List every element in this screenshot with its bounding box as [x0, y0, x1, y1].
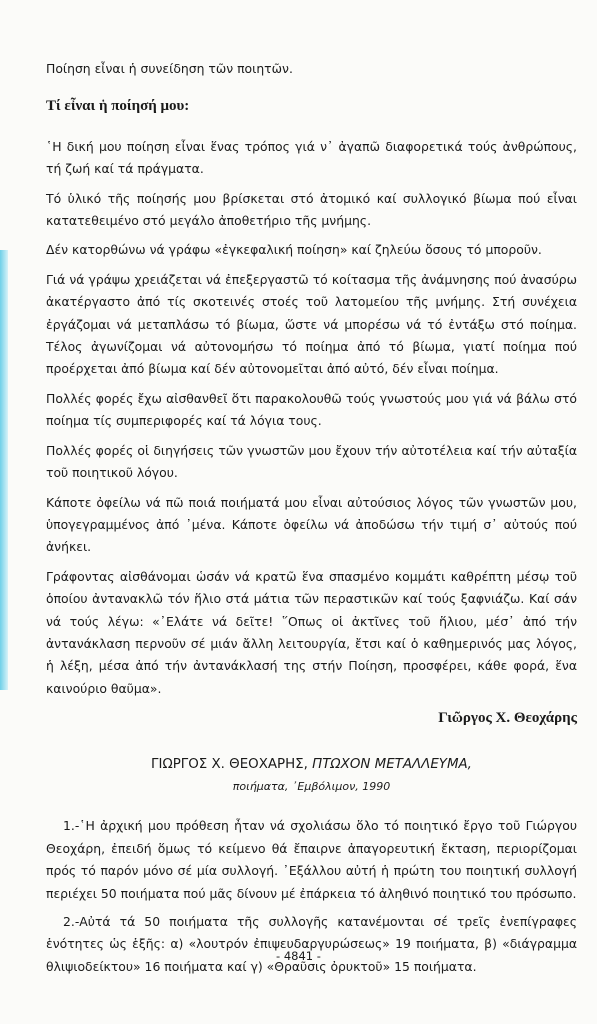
- book-subtitle: ποιήματα, ᾽Εμβόλιμον, 1990: [232, 779, 391, 793]
- paragraph: Τό ὑλικό τῆς ποίησής μου βρίσκεται στό ἀτομικό καί συλλογικό βίωμα πού εἶναι κατατεθειμένο στό μεγάλο ἀποθετήριο τῆς μνήμης.: [46, 190, 577, 229]
- paragraph: Κάποτε ὀφείλω νά πῶ ποιά ποιήματά μου εἶναι αὐτούσιος λόγος τῶν γνωστῶν μου, ὑπογεγραμμένος ἀπό ᾽μένα. Κάποτε ὀφείλω νά ἀποδώσω τήν τιμή σ᾽ αὐτούς πού ἀνήκει.: [46, 494, 577, 555]
- book-title-line: [46, 754, 577, 776]
- page-edge-tint: [0, 250, 8, 690]
- book-title: ΠΤΩΧΟΝ ΜΕΤΑΛΛΕΥΜΑ,: [312, 756, 472, 772]
- page-number: - 4841 -: [276, 949, 321, 963]
- paragraph: Γράφοντας αἰσθάνομαι ὡσάν νά κρατῶ ἕνα σπασμένο κομμάτι καθρέπτη μέσῳ τοῦ ὁποίου ἀντανακλῶ τόν ἥλιο στά μάτια τῶν περαστικῶν καί τούς ξαφνιάζω. Καί σάν νά τούς λέγω: «᾽Ελάτε νά δεῖτε! ῞Οπως οἱ ἀκτῖνες τοῦ ἥλιου, μέσ᾽ ἀπό τήν ἀντανάκλαση περνοῦν σέ μιάν ἄλλη λειτουργία, ἔτσι καί ὁ καθημερινός μας λόγος, ἡ λέξη, μέσα ἀπό τήν ἀντανάκλασή της στήν Ποίηση, προσφέρει, κάθε φορά, ἕνα καινούριο θαῦμα».: [46, 568, 577, 696]
- note: 2.-Αὐτά τά 50 ποιήματα τῆς συλλογῆς κατανέμονται σέ τρεῖς ἐνεπίγραφες ἑνότητες ὡς ἑξῆς: α) «λουτρόν ἐπιψευδαργυρώσεως» 19 ποιήματα, β) «διάγραμμα θλιψιοδείκτου» 16 ποιήματα καί γ) «Θραῦσις ὀρυκτοῦ» 15 ποιήματα.: [46, 914, 577, 974]
- book-author: ΓΙΩΡΓΟΣ Χ. ΘΕΟΧΑΡΗΣ,: [151, 756, 308, 772]
- note: 1.-῾Η ἀρχική μου πρόθεση ἦταν νά σχολιάσω ὅλο τό ποιητικό ἔργο τοῦ Γιώργου Θεοχάρη, ἐπειδή ὅμως τό κείμενο θά ἔπαιρνε ἀπαγορευτική ἔκταση, περιορίζομαι πρός τό παρόν μόνο σέ μία συλλογή. ᾽Εξάλλου αὐτή ἡ πρώτη του ποιητική συλλογή περιέχει 50 ποιήματα πού μᾶς δίνουν μέ ἐπάρκεια τό ἀληθινό ποιητικό του πρόσωπο.: [46, 818, 577, 901]
- document-page: [46, 58, 577, 984]
- section-heading: Τί εἶναι ἡ ποίησή μου:: [46, 98, 190, 115]
- signature: Γιῶργος Χ. Θεοχάρης: [438, 710, 577, 727]
- paragraph: Πολλές φορές οἱ διηγήσεις τῶν γνωστῶν μου ἔχουν τήν αὐτοτέλεια καί τήν αὐταξία τοῦ ποιητικοῦ λόγου.: [46, 442, 577, 481]
- paragraph: Γιά νά γράψω χρειάζεται νά ἐπεξεργαστῶ τό κοίτασμα τῆς ἀνάμνησης πού ἀνασύρω ἀκατέργαστο ἀπό τίς σκοτεινές στοές τοῦ λατομείου τῆς μνήμης. Στή συνέχεια ἐργάζομαι νά μεταπλάσω τό βίωμα, ὥστε νά μπορέσω νά τό ἐντάξω στό ποίημα. Τέλος ἀγωνίζομαι νά αὐτονομήσω τό ποίημα ἀπό τό βίωμα, γιατί ποίημα πού προέρχεται ἀπό βίωμα καί δέν αὐτονομεῖται ἀπό αὐτό, δέν εἶναι ποίημα.: [46, 271, 577, 377]
- paragraph: Δέν κατορθώνω νά γράφω «ἐγκεφαλική ποίηση» καί ζηλεύω ὅσους τό μποροῦν.: [46, 242, 542, 258]
- paragraph: ῾Η δική μου ποίηση εἶναι ἕνας τρόπος γιά ν᾽ ἀγαπῶ διαφορετικά τούς ἀνθρώπους, τή ζωή καί τά πράγματα.: [46, 138, 577, 177]
- paragraph: Πολλές φορές ἔχω αἰσθανθεῖ ὅτι παρακολουθῶ τούς γνωστούς μου γιά νά βάλω στό ποίημα τίς συμπεριφορές καί τά λόγια τους.: [46, 390, 577, 429]
- intro-line: Ποίηση εἶναι ἡ συνείδηση τῶν ποιητῶν.: [46, 61, 293, 76]
